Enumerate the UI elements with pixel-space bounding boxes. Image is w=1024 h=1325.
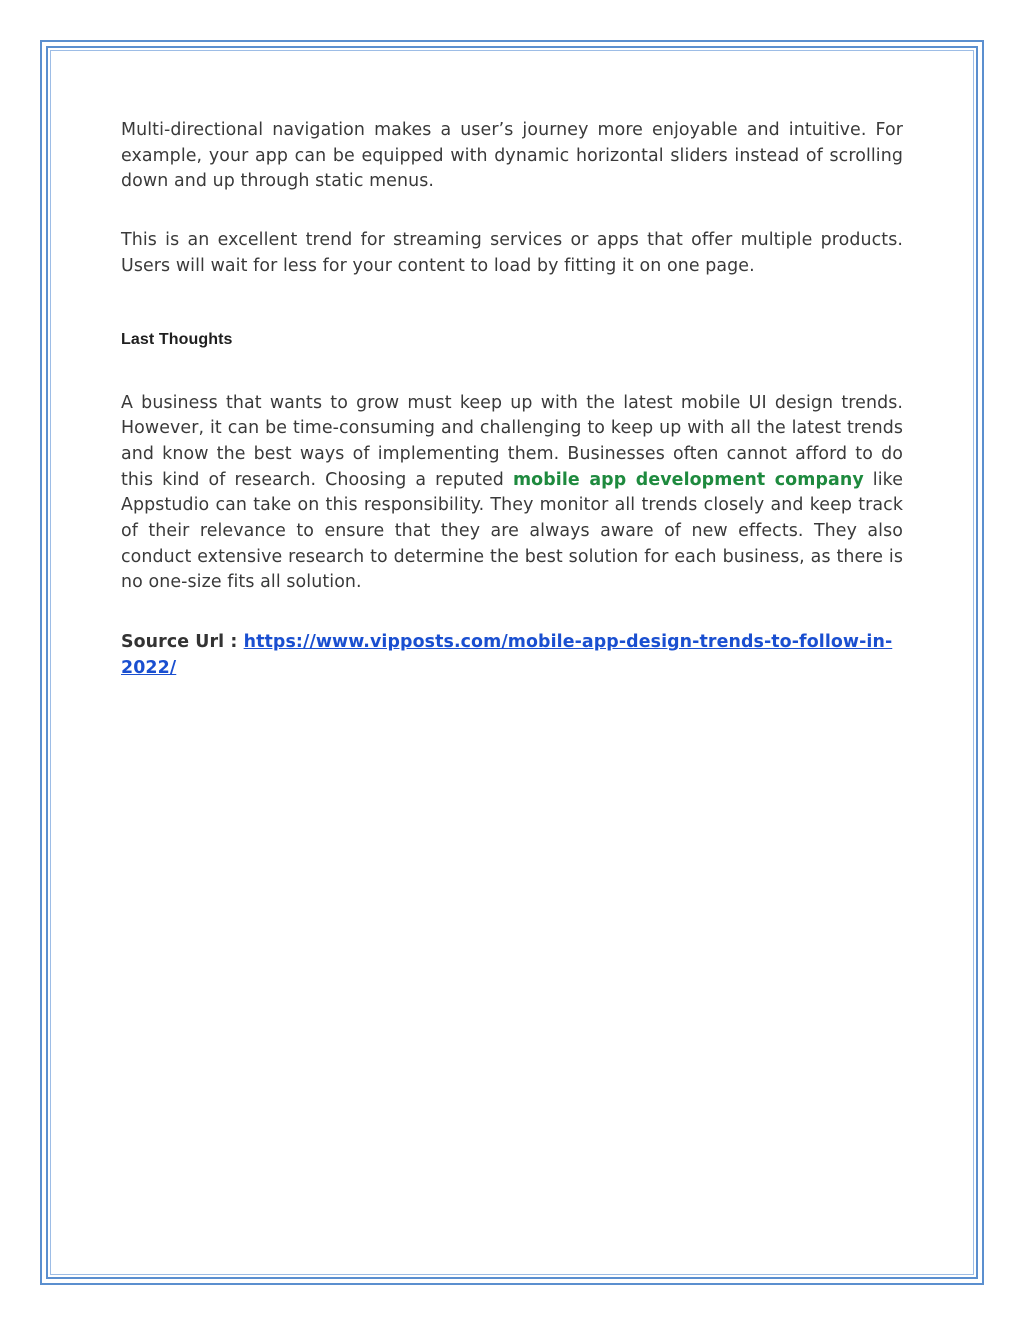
paragraph-navigation: Multi-directional navigation makes a user’s journey more enjoyable and intuitive. For example, your app can be equipped with dynamic horizontal sliders instead of scrolling down and up through static menus. (121, 120, 903, 192)
source-url-line (121, 630, 903, 681)
document-body (121, 118, 903, 682)
mobile-app-development-company-link[interactable]: mobile app development company (512, 469, 864, 490)
paragraph-business (121, 391, 903, 597)
paragraph-business-text-1: A business that wants to grow must keep up with the latest mobile UI design trends. However, it can be time-consuming and challenging to keep up with all the latest trends and know the best ways of implementing them. Businesses often cannot afford to do this kind of research. Choosing a reputed (121, 392, 903, 490)
source-url-label: Source Url : (121, 632, 244, 653)
section-heading-last-thoughts: Last Thoughts (121, 330, 233, 348)
paragraph-business-text-2: like Appstudio can take on this responsibility. They monitor all trends closely and keep track of their relevance to ensure that they are always aware of new effects. They also conduct extensive research to determine the best solution for each business, as there is no one-size fits all solution. (121, 469, 903, 593)
source-url-link[interactable]: https://www.vipposts.com/mobile-app-design-trends-to-follow-in-2022/ (121, 632, 893, 678)
paragraph-streaming: This is an excellent trend for streaming services or apps that offer multiple products. Users will wait for less for your content to load by fitting it on one page. (121, 230, 903, 276)
